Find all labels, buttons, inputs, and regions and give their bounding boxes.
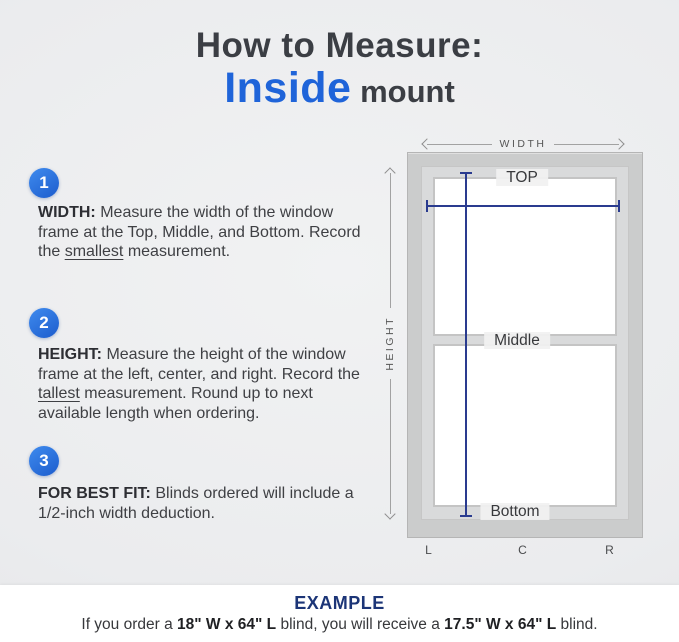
step-1-underlined-word: smallest [64, 243, 124, 260]
step-2-label: HEIGHT: [38, 346, 102, 363]
example-section [0, 585, 679, 642]
width-measure-line [426, 205, 620, 207]
title-line2 [0, 63, 679, 112]
example-suffix: blind. [556, 616, 598, 633]
step-1-body-end: measurement. [123, 243, 231, 260]
width-arrow-line [427, 144, 492, 145]
width-dimension-arrow [423, 137, 623, 151]
step-3-text [38, 484, 374, 523]
height-dimension-arrow [383, 169, 397, 518]
width-arrow-line [554, 144, 619, 145]
title-line1: How to Measure: [195, 26, 484, 65]
example-middle: blind, you will receive a [276, 616, 445, 633]
step-3-number-badge: 3 [29, 446, 59, 476]
measure-cap [426, 200, 428, 212]
height-arrow-line [390, 379, 391, 514]
step-3-body: Blinds ordered will include a 1/2-inch width deduction. [38, 485, 354, 522]
arrow-left-chevron-icon [421, 138, 432, 149]
step-2-body: Measure the height of the window frame at the left, center, and right. Record the [38, 346, 360, 383]
step-2-underlined-word: tallest [38, 385, 80, 402]
window-top-sash-pane [433, 177, 617, 336]
step-1-label: WIDTH: [38, 204, 96, 221]
height-dimension-label: HEIGHT [384, 316, 396, 371]
marker-right: R [605, 543, 615, 557]
marker-center: C [518, 543, 528, 557]
arrow-down-chevron-icon [384, 508, 395, 519]
example-heading: EXAMPLE [294, 593, 385, 613]
step-2-body-end: measurement. Round up to next available length when ordering. [38, 385, 313, 422]
label-middle: Middle [484, 332, 550, 349]
step-1-body: Measure the width of the window frame at the Top, Middle, and Bottom. Record the [38, 204, 361, 260]
height-arrow-line [390, 173, 391, 308]
step-1-text [38, 203, 374, 262]
example-prefix: If you order a [81, 616, 178, 633]
arrow-up-chevron-icon [384, 167, 395, 178]
step-2-number-badge: 2 [29, 308, 59, 338]
measure-cap [460, 515, 472, 517]
page-title [0, 28, 679, 110]
measure-cap [618, 200, 620, 212]
marker-left: L [425, 543, 433, 557]
title-highlight-inside: Inside [224, 63, 352, 112]
title-mount: mount [351, 73, 455, 109]
step-3-label: FOR BEST FIT: [38, 485, 151, 502]
width-dimension-label: WIDTH [499, 138, 547, 150]
example-receive-size: 17.5" W x 64" L [444, 616, 557, 633]
height-measure-line [465, 172, 467, 517]
measure-cap [460, 172, 472, 174]
example-sentence [0, 616, 679, 634]
step-2-text [38, 345, 374, 423]
arrow-right-chevron-icon [613, 138, 624, 149]
window-bottom-sash-pane [433, 344, 617, 507]
step-1-number-badge: 1 [29, 168, 59, 198]
example-order-size: 18" W x 64" L [177, 616, 277, 633]
label-top: TOP [496, 169, 548, 186]
label-bottom: Bottom [480, 503, 549, 520]
